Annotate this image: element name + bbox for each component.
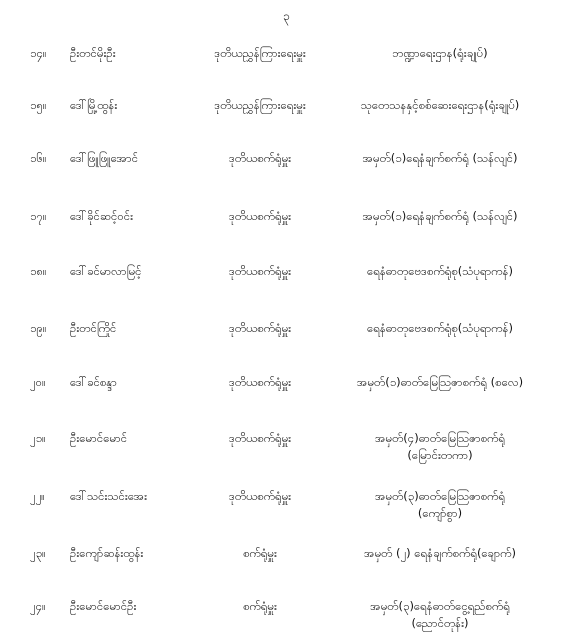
- person-name: ဦးတင်မိုးဦး: [70, 46, 116, 60]
- department: [330, 45, 550, 62]
- person-name: ဒေါ်ခင်စန္ဒာ: [70, 375, 117, 389]
- department-line-1: အမှတ် (၂) ရေနံချက်စက်ရုံ(ချောက်): [364, 546, 516, 560]
- row-number: ၂၄။: [30, 599, 46, 613]
- row-number: ၁၇။: [30, 209, 47, 223]
- row-number: ၂၂။: [30, 489, 45, 503]
- person-name: ဦးမောင်မောင်ဦး: [70, 599, 137, 613]
- position-title: ဒုတိယစက်ရုံမှူး: [228, 431, 292, 445]
- person-name: ဒေါ်ခိုင်ဆင့်ဝင်း: [70, 209, 134, 223]
- row-number: ၂၁။: [30, 431, 46, 445]
- department-line-1: ဘဏ္ဍာရေးဌာန(ရုံးချုပ်): [392, 46, 488, 60]
- position-title: ဒုတိယစက်ရုံမှူး: [228, 151, 292, 165]
- department-line-2: (မြောင်းတကာ): [407, 448, 473, 462]
- department: [330, 598, 550, 632]
- row-number: ၂၃။: [30, 546, 46, 560]
- department: [330, 208, 550, 225]
- row-number: ၁၈။: [30, 264, 47, 278]
- position-title: ဒုတိယစက်ရုံမှူး: [228, 321, 292, 335]
- department-line-1: ရေနံဓာတုဗေဒစက်ရုံစု(သံပုရာကန်): [367, 264, 513, 278]
- position-title: ဒုတိယညွှန်ကြားရေးမှူး: [214, 46, 306, 60]
- department: [330, 263, 550, 280]
- position-title: စက်ရုံမှူး: [243, 599, 277, 613]
- department: [330, 97, 550, 114]
- department: [330, 374, 550, 391]
- department-line-1: အမှတ်(၁)ရေနံချက်စက်ရုံ (သန်လျင်): [362, 151, 518, 165]
- row-number: ၂၀။: [30, 375, 46, 389]
- row-number: ၁၅။: [30, 98, 47, 112]
- row-number: ၁၄။: [30, 46, 47, 60]
- position-title: ဒုတိယစက်ရုံမှူး: [228, 375, 292, 389]
- department: [330, 320, 550, 337]
- person-name: ဒေါ်သင်းသင်းအေး: [70, 489, 148, 503]
- person-name: ဒေါ်ခင်မာလာမြင့်: [70, 264, 142, 278]
- person-name: ဦးမောင်မောင်: [70, 431, 128, 445]
- position-title: စက်ရုံမှူး: [243, 546, 277, 560]
- person-name: ဦးတင်ကြိုင်: [70, 321, 117, 335]
- position-title: ဒုတိယစက်ရုံမှူး: [228, 489, 292, 503]
- department-line-2: (ညောင်တုန်း): [411, 616, 469, 630]
- department-line-1: အမှတ်(၄)ဓာတ်မြေဩဇာစက်ရုံ: [374, 431, 506, 445]
- person-name: ဒေါ်မြို့ထွန်း: [70, 98, 118, 112]
- position-title: ဒုတိယစက်ရုံမှူး: [228, 209, 292, 223]
- department-line-1: သုတေသနနှင့်စစ်ဆေးရေးဌာန(ရုံးချုပ်): [360, 98, 520, 112]
- row-number: ၁၉။: [30, 321, 47, 335]
- department: [330, 150, 550, 167]
- position-title: ဒုတိယညွှန်ကြားရေးမှူး: [214, 98, 306, 112]
- department-line-2: (ကျော်စွာ): [417, 506, 463, 520]
- department-line-1: အမှတ်(၁)ဓာတ်မြေဩဇာစက်ရုံ (စလေ): [356, 375, 524, 389]
- person-name: ဒေါ်ဖြူဖြူအောင်: [70, 151, 139, 165]
- position-title: ဒုတိယစက်ရုံမှူး: [228, 264, 292, 278]
- department-line-1: အမှတ်(၁)ရေနံချက်စက်ရုံ (သန်လျင်): [362, 209, 518, 223]
- row-number: ၁၆။: [30, 151, 47, 165]
- department-line-1: ရေနံဓာတုဗေဒစက်ရုံစု(သံပုရာကန်): [367, 321, 513, 335]
- department-line-1: အမှတ်(၃)ရေနံဓာတ်ငွေ့ရည်စက်ရုံ: [370, 599, 510, 613]
- department: [330, 488, 550, 522]
- person-name: ဦးကျော်ဆန်းထွန်း: [70, 546, 144, 560]
- department: [330, 430, 550, 464]
- page-number: ၃: [283, 9, 290, 23]
- department-line-1: အမှတ်(၃)ဓာတ်မြေဩဇာစက်ရုံ: [374, 489, 506, 503]
- department: [330, 545, 550, 562]
